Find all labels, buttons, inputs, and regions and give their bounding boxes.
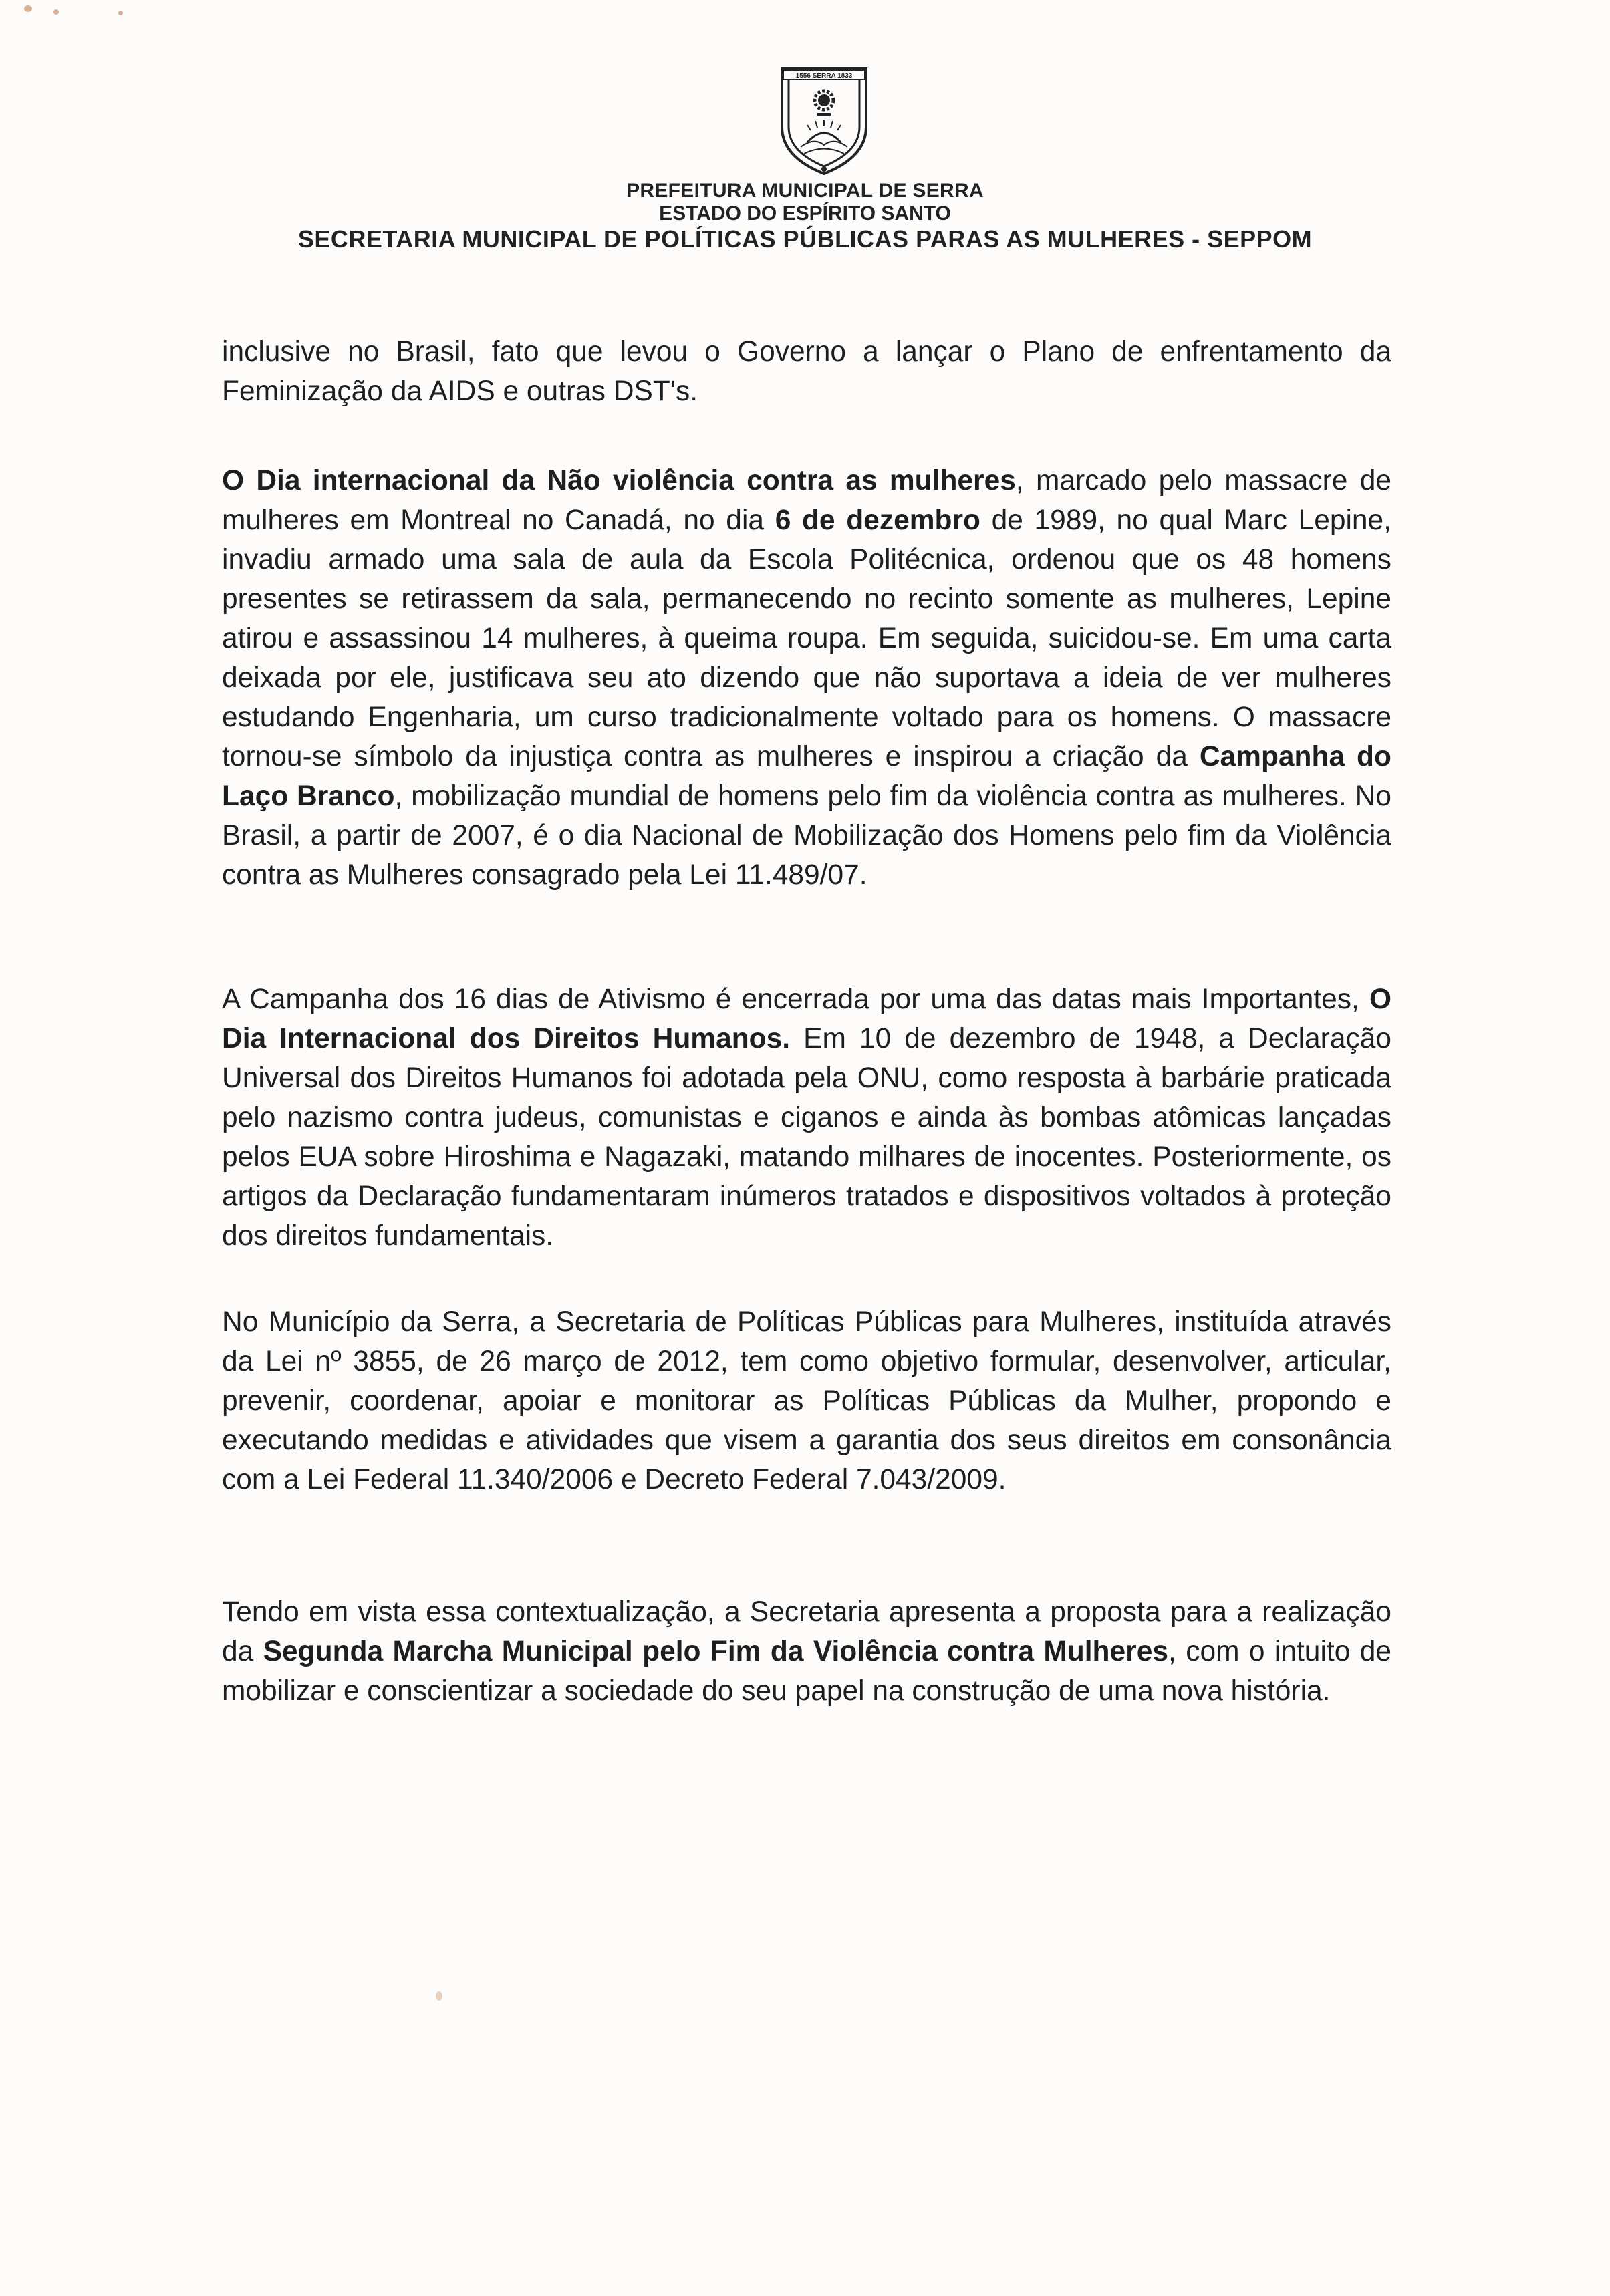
bold-segment: Campanha do Laço Branco [222, 741, 1391, 812]
paragraph-proposta [222, 1592, 1391, 1711]
text-segment: No Município da Serra, a Secretaria de Políticas Públicas para Mulheres, instituída através da Lei nº 3855, de 26 março de 2012, tem como objetivo formular, desenvolver, articular, prevenir, coordenar, apoiar e monitorar as Políticas Públicas da Mulher, propondo e executando medidas e atividades que visem a garantia dos seus direitos em consonância com a Lei Federal 11.340/2006 e Decreto Federal 7.043/2009. [222, 1306, 1391, 1495]
text-segment: Tendo em vista essa contextualização, a Secretaria apresenta a proposta para a realização da [222, 1596, 1391, 1667]
header-estado: ESTADO DO ESPÍRITO SANTO [659, 202, 951, 225]
bold-segment: O Dia Internacional dos Direitos Humanos. [222, 984, 1391, 1054]
text-segment: A Campanha dos 16 dias de Ativismo é encerrada por uma das datas mais Importantes, [222, 984, 1369, 1015]
text-segment: , com o intuito de mobilizar e conscientizar a sociedade do seu papel na construção de uma nova história. [222, 1636, 1392, 1707]
crest-shield-icon [774, 63, 874, 177]
scan-speck [24, 5, 32, 12]
bold-segment: O Dia internacional da Não violência contra as mulheres [222, 465, 1016, 496]
paragraph-municipio [222, 1302, 1391, 1499]
paragraph-montreal [222, 461, 1391, 895]
bold-segment: Segunda Marcha Municipal pelo Fim da Violência contra Mulheres [263, 1636, 1168, 1667]
bold-segment: 6 de dezembro [775, 505, 980, 536]
municipal-crest-icon [774, 63, 874, 177]
crest-banner-text: 1556 SERRA 1833 [795, 72, 853, 80]
text-segment: Em 10 de dezembro de 1948, a Declaração Universal dos Direitos Humanos foi adotada pela ONU, como resposta à barbárie praticada pelo nazismo contra judeus, comunistas e ciganos e ainda às bombas atômicas lançadas pelos EUA sobre Hiroshima e Nagazaki, matando milhares de inocentes. Posteriormente, os artigos da Declaração fundamentaram inúmeros tratados e dispositivos voltados à proteção dos direitos fundamentais. [222, 1023, 1391, 1252]
paragraph-direitos-humanos [222, 980, 1391, 1256]
text-segment: , marcado pelo massacre de mulheres em Montreal no Canadá, no dia [222, 465, 1391, 536]
header-prefeitura: PREFEITURA MUNICIPAL DE SERRA [626, 180, 984, 202]
text-segment: de 1989, no qual Marc Lepine, invadiu armado uma sala de aula da Escola Politécnica, ordenou que os 48 homens presentes se retirassem da sala, permanecendo no recinto somente as mulheres, Lepine atirou e assassinou 14 mulheres, à queima roupa. Em seguida, suicidou-se. Em uma carta deixada por ele, justificava seu ato dizendo que não suportava a ideia de ver mulheres estudando Engenharia, um curso tradicionalmente voltado para os homens. O massacre tornou-se símbolo da injustiça contra as mulheres e inspirou a criação da [222, 505, 1391, 772]
scan-speck [53, 9, 59, 15]
paragraph-aids [222, 332, 1391, 411]
scan-speck [436, 1991, 442, 2001]
scan-speck [118, 11, 123, 15]
text-segment: , mobilização mundial de homens pelo fim da violência contra as mulheres. No Brasil, a partir de 2007, é o dia Nacional de Mobilização dos Homens pelo fim da Violência contra as Mulheres consagrado pela Lei 11.489/07. [222, 780, 1391, 891]
header-secretaria: SECRETARIA MUNICIPAL DE POLÍTICAS PÚBLICAS PARAS AS MULHERES - SEPPOM [297, 225, 1313, 253]
letterhead [0, 179, 1610, 254]
text-segment: inclusive no Brasil, fato que levou o Governo a lançar o Plano de enfrentamento da Feminização da AIDS e outras DST's. [222, 336, 1391, 407]
